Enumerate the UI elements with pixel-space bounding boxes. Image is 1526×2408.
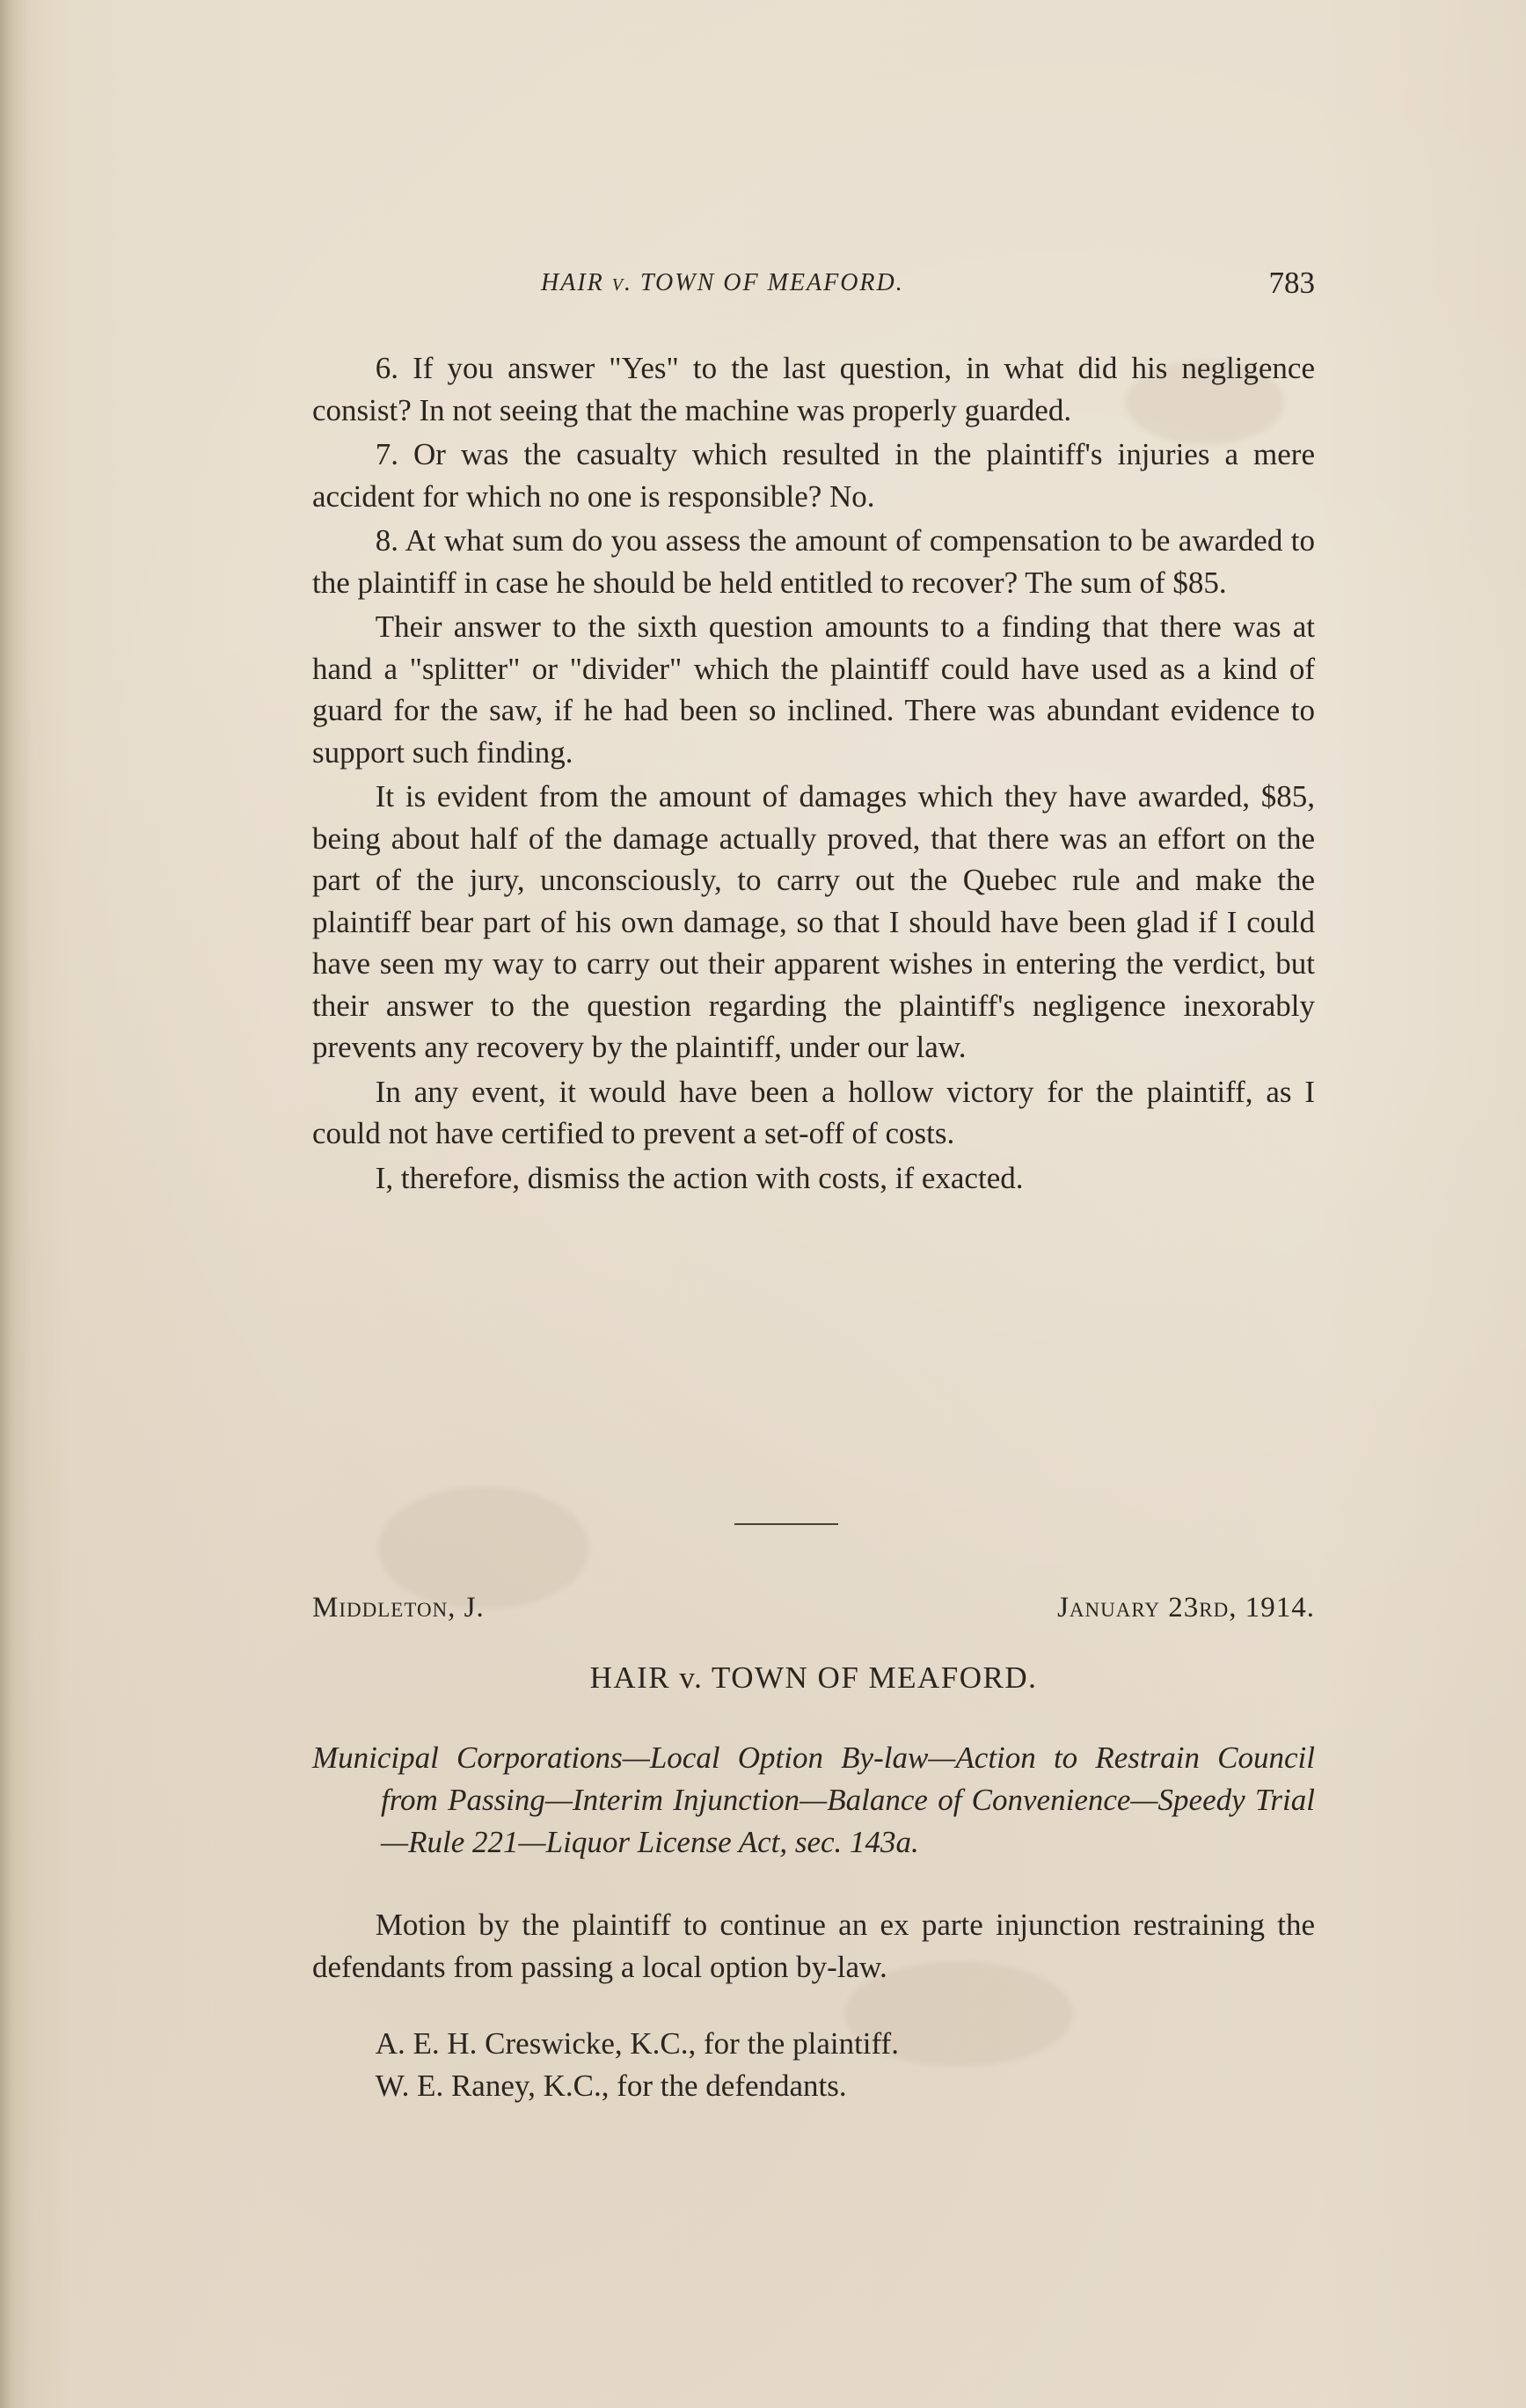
page-binding-edge (0, 0, 32, 2408)
question-six-paragraph: 6. If you answer "Yes" to the last question, in what did his negligence consist? In not seeing that the machine was properly guarded. (312, 351, 1315, 427)
running-header (312, 264, 1315, 306)
page-number: 783 (1268, 266, 1315, 300)
finding-paragraph: Their answer to the sixth question amounts to a finding that there was at hand a "splitter" or "divider" which the plaintiff could have used as a kind of guard for the saw, if he had been so inclined. There was abundant evidence to support such finding. (312, 609, 1315, 770)
case-title: HAIR v. TOWN OF MEAFORD. (589, 1660, 1038, 1695)
motion-text: Motion by the plaintiff to continue an ex parte injunction restraining the defendants from passing a local option by-law. (312, 1908, 1315, 1984)
case-headnote (312, 1737, 1315, 1864)
question-eight-paragraph: 8. At what sum do you assess the amount of compensation to be awarded to the plaintiff in case he should be held entitled to recover? The sum of $85. (312, 523, 1315, 600)
section-divider (734, 1523, 838, 1525)
counsel-list (312, 2023, 1315, 2107)
judgment-date: January 23rd, 1914. (1057, 1592, 1315, 1624)
dismissal-paragraph: I, therefore, dismiss the action with costs, if exacted. (375, 1160, 1024, 1195)
case-meta (312, 1592, 1315, 1634)
question-seven-paragraph: 7. Or was the casualty which resulted in the plaintiff's injuries a mere accident for which no one is responsible? No. (312, 437, 1315, 514)
judge-name: Middleton, J. (312, 1592, 485, 1624)
running-title: HAIR v. TOWN OF MEAFORD. (541, 269, 904, 296)
plaintiff-counsel: A. E. H. Creswicke, K.C., for the plaintiff. (375, 2026, 899, 2061)
event-paragraph: In any event, it would have been a hollow victory for the plaintiff, as I could not have certified to prevent a set-off of costs. (312, 1074, 1315, 1150)
motion-paragraph (312, 1904, 1315, 1988)
damages-paragraph: It is evident from the amount of damages which they have awarded, $85, being about half of the damage actually proved, that there was an effort on the part of the jury, unconsciously, to carry out the Quebec rule and make the plaintiff bear part of his own damage, so that I should have been glad if I could have seen my way to carry out their apparent wishes in entering the verdict, but their answer to the question regarding the plaintiff's negligence inexorably prevents any recovery by the plaintiff, under our law. (312, 779, 1315, 1064)
headnote-text: Municipal Corporations—Local Option By-law—Action to Restrain Council from Passing—Interim Injunction—Balance of Convenience—Speedy Trial—Rule 221—Liquor License Act, sec. 143a. (312, 1740, 1315, 1859)
judgment-text (312, 347, 1315, 1201)
paper-stain (378, 1486, 589, 1609)
defendant-counsel: W. E. Raney, K.C., for the defendants. (375, 2069, 847, 2103)
